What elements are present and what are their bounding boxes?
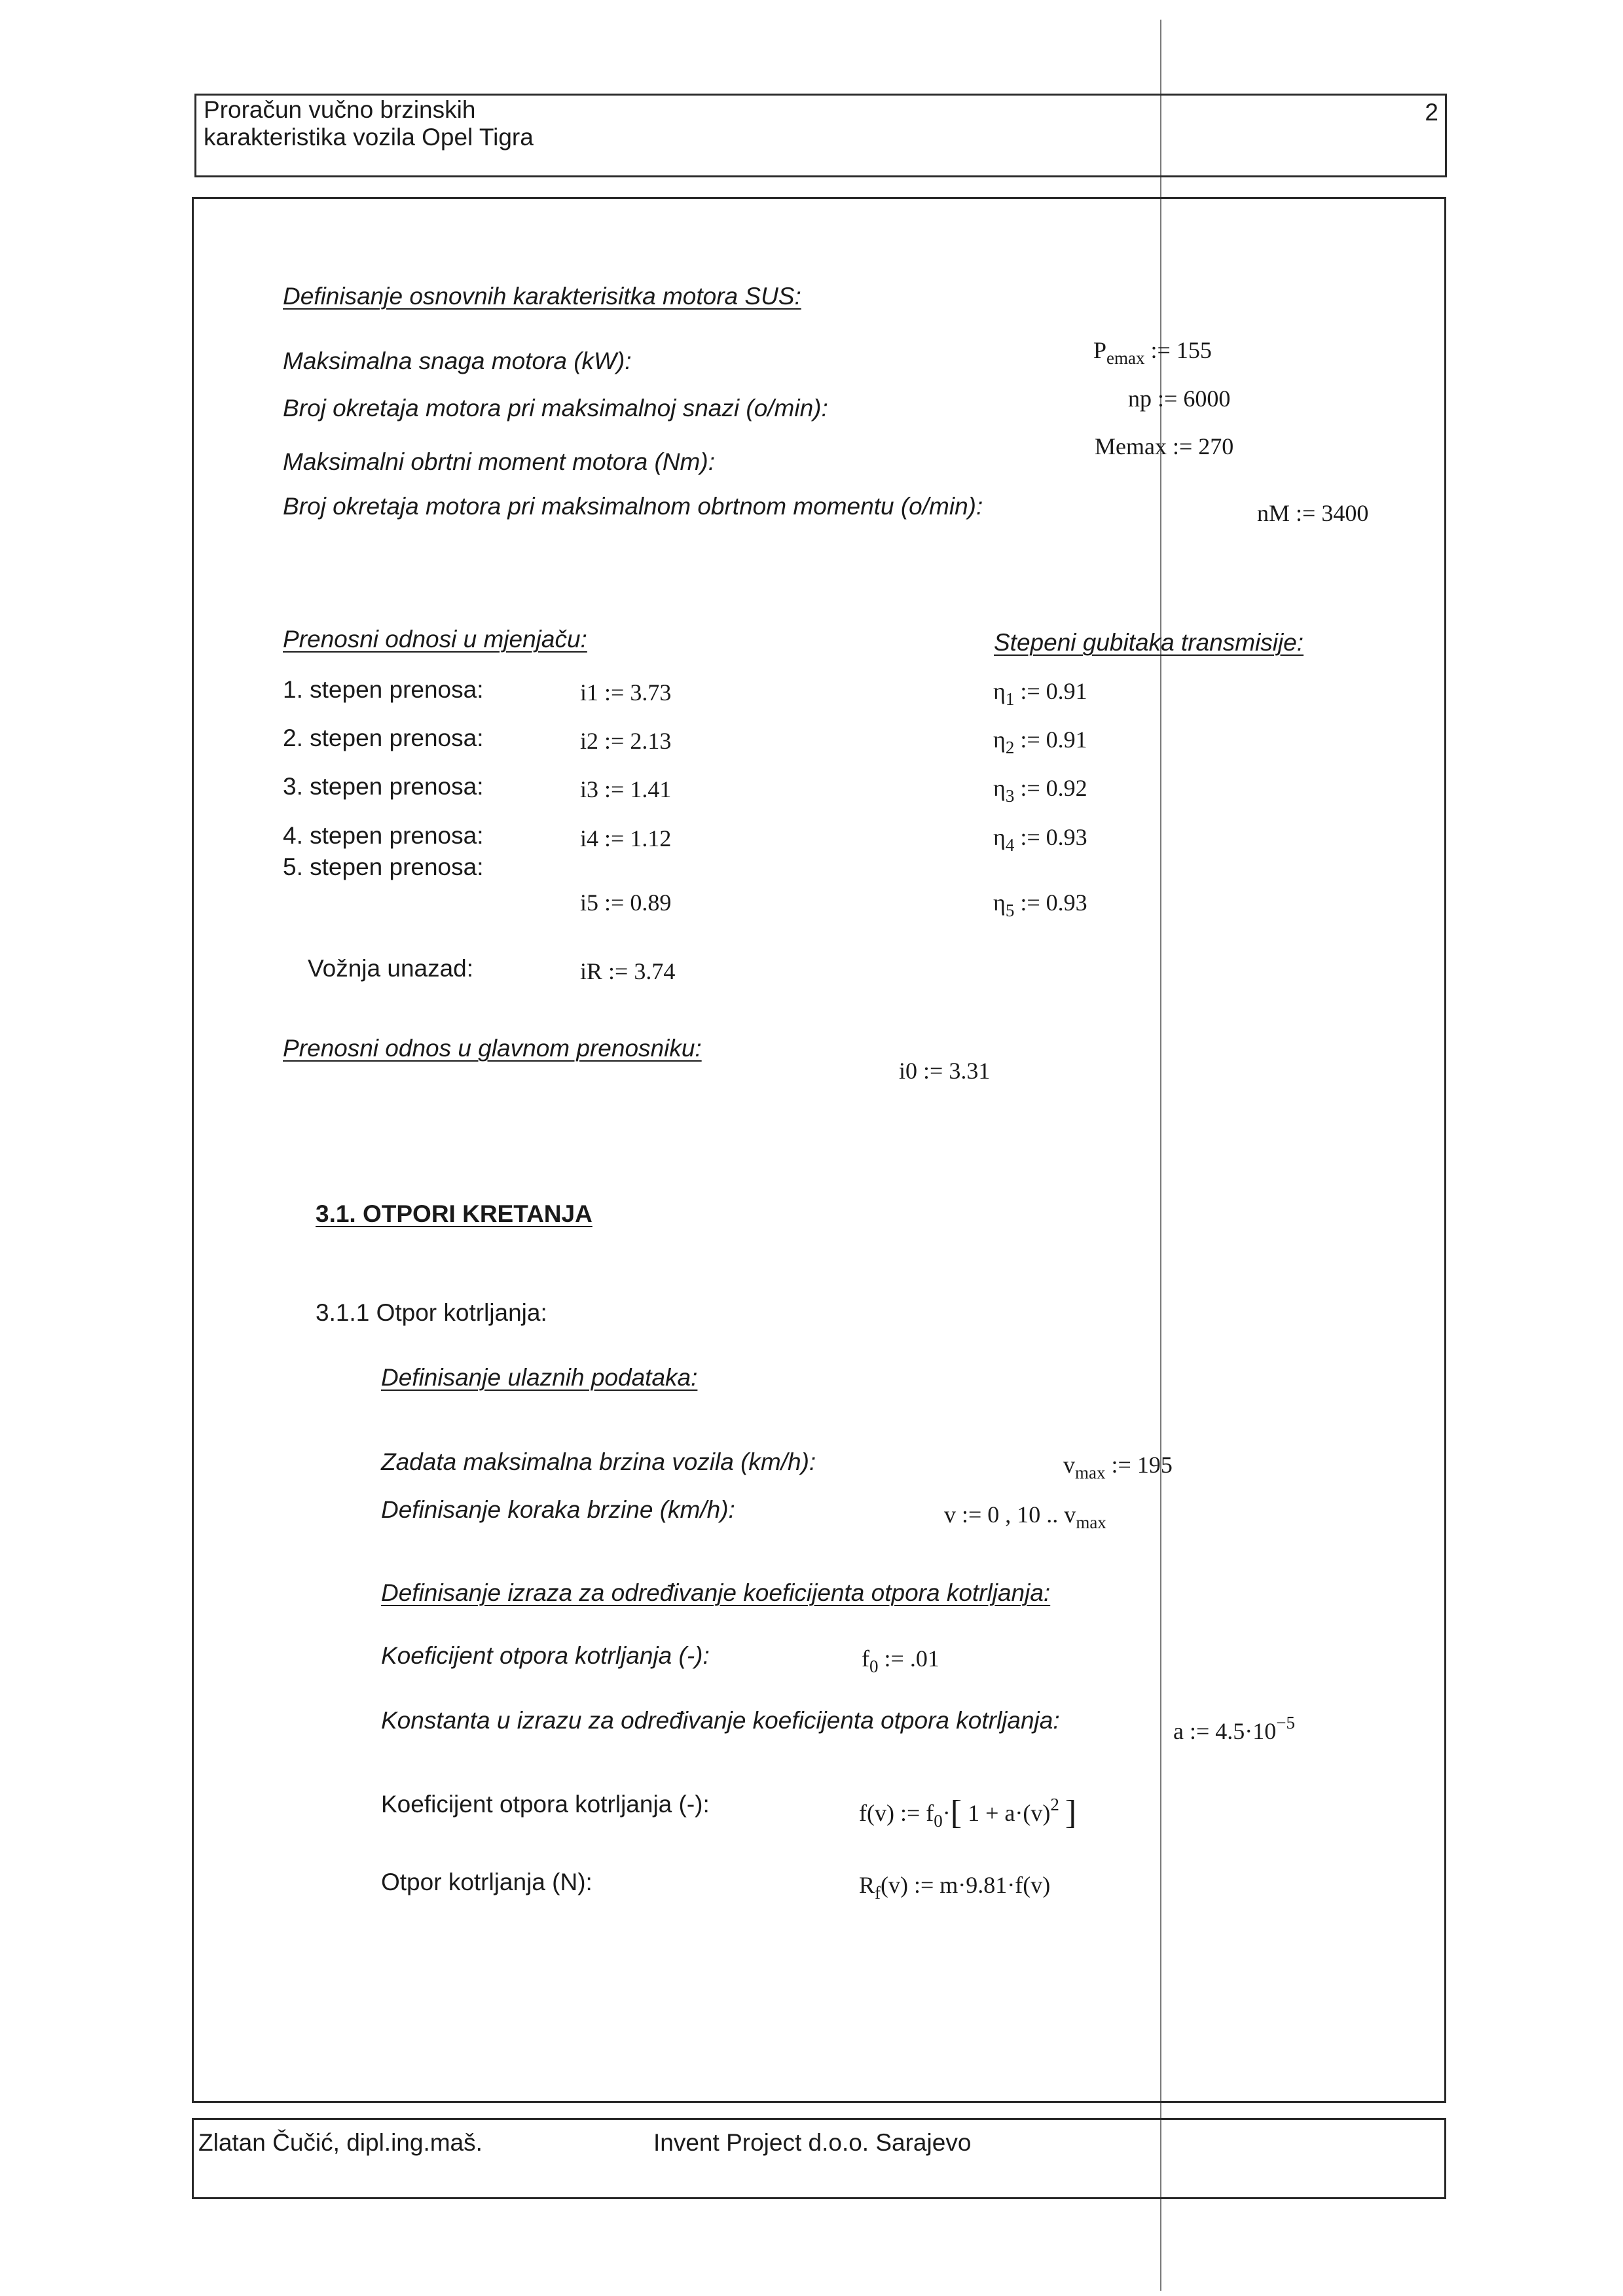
rf-label: Otpor kotrljanja (N):	[381, 1869, 593, 1895]
a-value: a := $4.5\cdot 10^{-5}$	[1173, 1713, 1296, 1744]
gear-label: 4. stepen prenosa:	[283, 822, 484, 849]
page-number: 2	[1425, 99, 1438, 126]
a-label: Konstanta u izrazu za određivanje koeficijenta otpora kotrljanja:	[381, 1707, 1060, 1734]
gears-heading: Prenosni odnosi u mjenjaču:	[283, 626, 587, 653]
engine-label-torque: Maksimalni obrtni moment motora (Nm):	[283, 448, 715, 475]
footer-company: Invent Project d.o.o. Sarajevo	[653, 2129, 972, 2156]
gear-label: 2. stepen prenosa:	[283, 725, 484, 751]
section-title: 3.1. OTPORI KRETANJA	[316, 1200, 593, 1227]
header-title-line2: karakteristika vozila Opel Tigra	[204, 124, 534, 151]
content-box	[192, 197, 1446, 2103]
gear-efficiency: $\eta_5$ := 0.93	[993, 889, 1087, 920]
vmax-value: $v_{max}$ := 195	[1063, 1452, 1173, 1482]
fv-label: Koeficijent otpora kotrljanja (-):	[381, 1791, 710, 1818]
engine-value-rpm-power: np := 6000	[1128, 386, 1231, 412]
step-label: Definisanje koraka brzine (km/h):	[381, 1496, 735, 1523]
footer-author: Zlatan Čučić, dipl.ing.maš.	[198, 2129, 483, 2156]
step-expression: v := 0 , 10 .. $v_{max}$	[944, 1501, 1106, 1532]
engine-label-rpm-power: Broj okretaja motora pri maksimalnoj snazi (o/min):	[283, 395, 828, 422]
gear-efficiency: $\eta_2$ := 0.91	[993, 726, 1087, 757]
engine-label-rpm-torque: Broj okretaja motora pri maksimalnom obrtnom momentu (o/min):	[283, 493, 983, 520]
gear-label: 1. stepen prenosa:	[283, 676, 484, 703]
vmax-label: Zadata maksimalna brzina vozila (km/h):	[381, 1448, 816, 1475]
bracket-open: [	[950, 1794, 962, 1831]
gear-ratio: i5 := 0.89	[580, 889, 672, 916]
fv-formula: f(v) := $f_0\cdot$[ $1 + a\cdot(v)^2$ ]	[859, 1794, 1077, 1831]
gear-ratio: i2 := 2.13	[580, 728, 672, 754]
gear-efficiency: $\eta_4$ := 0.93	[993, 824, 1087, 855]
final-drive-ratio: i0 := 3.31	[899, 1058, 991, 1084]
footer-box	[192, 2118, 1446, 2199]
gear-ratio: i4 := 1.12	[580, 825, 672, 852]
f0-label: Koeficijent otpora kotrljanja (-):	[381, 1642, 710, 1669]
reverse-ratio: iR := 3.74	[580, 958, 676, 984]
gear-label: 5. stepen prenosa:	[283, 853, 484, 880]
losses-heading: Stepeni gubitaka transmisije:	[994, 629, 1304, 656]
gear-ratio: i3 := 1.41	[580, 776, 672, 802]
gear-ratio: i1 := 3.73	[580, 679, 672, 706]
coef-heading: Definisanje izraza za određivanje koeficijenta otpora kotrljanja:	[381, 1579, 1051, 1606]
header-title-line1: Proračun vučno brzinskih	[204, 96, 476, 123]
reverse-label: Vožnja unazad:	[308, 955, 474, 982]
engine-value-rpm-torque: nM := 3400	[1257, 500, 1369, 526]
final-drive-label: Prenosni odnos u glavnom prenosniku:	[283, 1035, 702, 1062]
bracket-close: ]	[1065, 1794, 1077, 1831]
input-heading: Definisanje ulaznih podataka:	[381, 1364, 698, 1391]
f0-value: $f_0$ := .01	[862, 1645, 939, 1676]
gear-label: 3. stepen prenosa:	[283, 773, 484, 800]
engine-heading: Definisanje osnovnih karakterisitka motora SUS:	[283, 283, 801, 310]
subsection-title: 3.1.1 Otpor kotrljanja:	[316, 1299, 547, 1326]
engine-value-power: $P_{emax}$ := 155	[1093, 337, 1212, 368]
gear-efficiency: $\eta_3$ := 0.92	[993, 775, 1087, 806]
header-box	[194, 94, 1447, 177]
gear-efficiency: $\eta_1$ := 0.91	[993, 678, 1087, 709]
engine-label-power: Maksimalna snaga motora (kW):	[283, 348, 632, 374]
rf-formula: $R_f(v)$ := m·9.81·f(v)	[859, 1872, 1051, 1903]
engine-value-torque: Memax := 270	[1095, 433, 1234, 459]
